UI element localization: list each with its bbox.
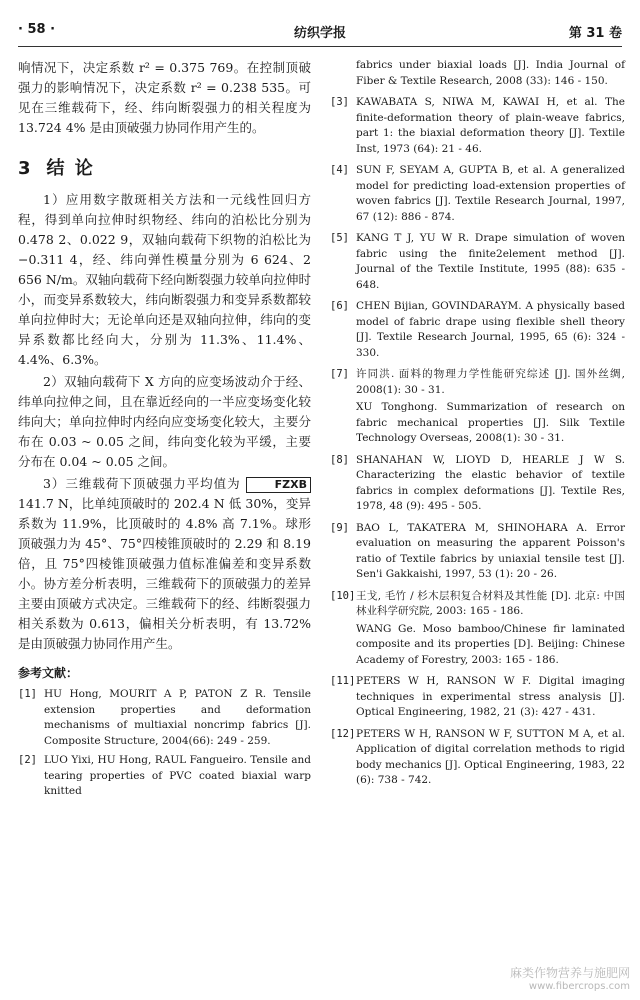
reference-number: [6]: [330, 300, 349, 312]
reference-number: [7]: [330, 368, 349, 380]
reference-text: CHEN Bijian, GOVINDARAYM. A physically based model of fabric drape using flexible shell theory [J]. Textile Research Journal, 1995, 65 (6): 324 - 330.: [356, 300, 625, 359]
reference-item: [330, 95, 625, 157]
reference-item: [330, 674, 625, 721]
reference-text: LUO Yixi, HU Hong, RAUL Fangueiro. Tensile and tearing properties of PVC coated biaxial warp knitted: [44, 754, 311, 797]
reference-number: [2]: [18, 754, 37, 766]
reference-translation: WANG Ge. Moso bamboo/Chinese fir laminated composite and its properties [D]. Beijing: Chinese Academy of Forestry, 2003: 165 - 186.: [356, 622, 625, 666]
reference-item: [330, 367, 625, 447]
reference-number: [5]: [330, 232, 349, 244]
page-header: [18, 22, 622, 47]
reference-translation: XU Tonghong. Summarization of research on fabric mechanical properties [J]. Silk Textile Technology Overseas, 2008(1): 30 - 31.: [356, 401, 625, 444]
reference-text: KANG T J, YU W R. Drape simulation of woven fabric using the finite2element method [J]. Journal of the Textile Institute, 1995 (88): 635 - 648.: [356, 232, 625, 291]
reference-item: [330, 589, 625, 669]
reference-text: fabrics under biaxial loads [J]. India Journal of Fiber & Textile Research, 2008 (33): 146 - 150.: [356, 59, 625, 87]
reference-item: [330, 163, 625, 225]
journal-name: 纺织学报: [293, 26, 346, 41]
reference-number: [8]: [330, 453, 349, 466]
reference-number: [11]: [330, 675, 356, 687]
reference-continuation: [330, 58, 625, 89]
reference-number: [4]: [330, 164, 349, 176]
reference-item: [330, 727, 625, 789]
reference-text: PETERS W H, RANSON W F, SUTTON M A, et al. Application of digital correlation methods to rigid body mechanics [J]. Optical Engineering, 1983, 22 (6): 738 - 742.: [356, 727, 625, 786]
intro-paragraph: 响情况下，决定系数 r² = 0.375 769。在控制顶破强力的影响情况下，决定系数 r² = 0.238 535。可见在三维载荷下，经、纬向断裂强力的相关程度为 13.724 4% 是由顶破强力协同作用产生的。: [18, 60, 311, 135]
page-number: · 58 ·: [18, 22, 56, 37]
references-heading: 参考文献：: [18, 666, 79, 680]
reference-item: [330, 521, 625, 583]
reference-number: [1]: [18, 688, 37, 700]
right-column: [330, 58, 625, 795]
left-column: [18, 58, 311, 804]
reference-item: [330, 299, 625, 361]
conclusion-3: [18, 474, 311, 654]
watermark-url: www.fibercrops.com: [528, 981, 630, 992]
reference-text: HU Hong, MOURIT A P, PATON Z R. Tensile extension properties and deformation mechanisms of multiaxial noncrimp fabrics [J]. Composite Structure, 2004(66): 249 - 259.: [44, 688, 311, 747]
reference-text: BAO L, TAKATERA M, SHINOHARA A. Error evaluation on measuring the apparent Poisson's ratio of Textile fabrics by uniaxial tensile test [J]. Sen'i Gakkaishi, 1997, 53 (1): 20 - 26.: [356, 521, 625, 580]
reference-item: [18, 753, 311, 800]
reference-number: [10]: [330, 589, 356, 602]
fzxb-mark: FZXB: [246, 477, 311, 493]
reference-item: [330, 453, 625, 515]
site-watermark: [510, 964, 630, 992]
reference-text: SHANAHAN W, LIOYD D, HEARLE J W S. Characterizing the elastic behavior of textile fabrics in complex deformations [J]. Textile Res, 1978, 48 (9): 495 - 505.: [356, 453, 625, 512]
reference-item: [18, 687, 311, 749]
reference-number: [12]: [330, 727, 356, 740]
reference-text: KAWABATA S, NIWA M, KAWAI H, et al. The finite-deformation theory of plain-weave fabrics, part 1: the biaxial deformation theory [J]. Textile Inst, 1973 (64): 21 - 46.: [356, 96, 625, 155]
conclusion-3-text: 3）三维载荷下顶破强力平均值为 141.7 N，比单纯顶破时的 202.4 N 低 30%，变异系数为 11.9%，比顶破时的 4.8% 高 7.1%。球形顶破强力为 45°、75°四棱锥顶破时的 2.29 和 8.19 倍，且 75°四棱锥顶破强力值标准偏差和变异系数小。协方差分析表明，三维载荷下的顶破强力的差异主要由顶破方式决定。三维载荷下的经、纬断裂强力相关系数为 0.613，偏相关分析表明，有 13.72% 是由顶破强力协同作用产生。: [18, 476, 311, 651]
reference-item: [330, 231, 625, 293]
volume-number: 第 31 卷: [568, 26, 622, 41]
reference-text: PETERS W H, RANSON W F. Digital imaging techniques in experimental stress analysis [J]. Optical Engineering, 1982, 21 (3): 427 - 431.: [356, 675, 625, 718]
watermark-title: 麻类作物营养与施肥网: [509, 966, 630, 980]
reference-number: [9]: [330, 521, 349, 534]
reference-text: 许同洪. 面料的物理力学性能研究综述 [J]. 国外丝绸, 2008(1): 30 - 31.: [356, 368, 625, 396]
reference-number: [3]: [330, 96, 349, 108]
reference-text: 王戈, 毛竹 / 杉木层积复合材料及其性能 [D]. 北京: 中国林业科学研究院, 2003: 165 - 186.: [356, 589, 625, 617]
reference-text: SUN F, SEYAM A, GUPTA B, et al. A generalized model for predicting load-extension properties of woven fabrics [J]. Textile Research Journal, 1997, 67 (12): 886 - 874.: [356, 164, 625, 223]
section-number: 3: [18, 158, 33, 179]
conclusion-1: 1）应用数字散斑相关方法和一元线性回归方程，得到单向拉伸时织物经、纬向的泊松比分别为 0.478 2、0.022 9，双轴向载荷下织物的泊松比为 −0.311 4，经、纬向弹性模量分别为 6 624、2 656 N/m。双轴向载荷下经向断裂强力较单向拉伸时小，而变异系数较大，纬向断裂强力和变异系数都较单向拉伸时大；无论单向还是双轴向拉伸，纬向的变异系数都比经向大，分别为 11.3%、11.4%、4.4%、6.3%。: [18, 192, 311, 367]
conclusion-2: 2）双轴向载荷下 X 方向的应变场波动介于经、纬单向拉伸之间，且在靠近经向的一半应变场变化较纬向大；单向拉伸时内经向应变场变化较大，主要分布在 0.03 ~ 0.05 之间，纬向变化较为平缓，主要分布在 0.04 ~ 0.05 之间。: [18, 374, 311, 469]
section-title: 结 论: [46, 158, 95, 179]
section-heading: [18, 154, 311, 180]
